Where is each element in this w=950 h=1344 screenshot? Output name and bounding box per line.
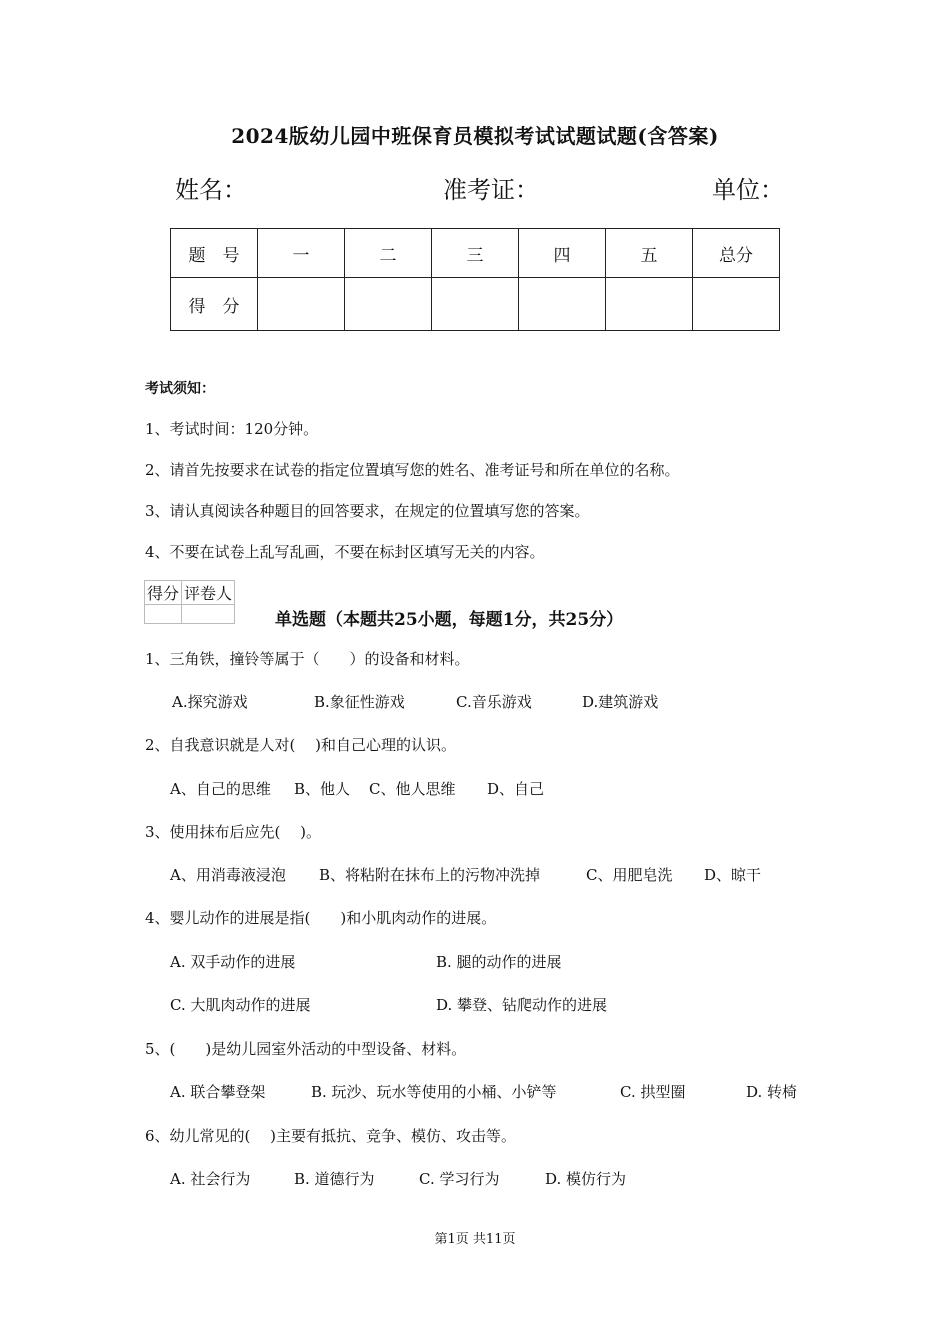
score-table-score-row	[171, 278, 780, 331]
question-option: D. 模仿行为	[545, 1170, 627, 1188]
question-option: B. 道德行为	[294, 1170, 375, 1188]
score-table-header-row	[171, 229, 780, 278]
question-option: B. 玩沙、玩水等使用的小桶、小铲等	[311, 1083, 557, 1101]
score-cell[interactable]	[432, 278, 519, 331]
question-option: A、用消毒液浸泡	[170, 866, 286, 884]
question-option: B.象征性游戏	[314, 693, 405, 711]
question-option: B、他人	[294, 780, 351, 798]
question-option: A、自己的思维	[170, 780, 271, 798]
question-option: B、将粘附在抹布上的污物冲洗掉	[319, 866, 541, 884]
question-stem: 2、自我意识就是人对( )和自己心理的认识。	[145, 736, 457, 754]
notice-item: 2、请首先按要求在试卷的指定位置填写您的姓名、准考证号和所在单位的名称。	[145, 461, 680, 479]
notice-item: 4、不要在试卷上乱写乱画，不要在标封区填写无关的内容。	[145, 543, 545, 561]
score-cell[interactable]	[606, 278, 693, 331]
question-option: D. 攀登、钻爬动作的进展	[436, 996, 608, 1014]
question-stem: 5、( )是幼儿园室外活动的中型设备、材料。	[145, 1040, 467, 1058]
score-cell[interactable]	[693, 278, 780, 331]
notice-item: 1、考试时间：120分钟。	[145, 420, 319, 438]
header-cell-1: 一	[258, 229, 345, 278]
exam-id-field-label: 准考证：	[443, 176, 539, 204]
question-stem: 1、三角铁，撞铃等属于（ ）的设备和材料。	[145, 650, 470, 668]
question-option: A. 双手动作的进展	[170, 953, 296, 971]
grader-score-cell[interactable]	[145, 605, 182, 624]
question-option: C、用肥皂洗	[586, 866, 673, 884]
score-cell[interactable]	[258, 278, 345, 331]
grader-score-label: 得分	[145, 581, 182, 605]
question-option: B. 腿的动作的进展	[436, 953, 562, 971]
question-stem: 6、幼儿常见的( )主要有抵抗、竞争、模仿、攻击等。	[145, 1127, 517, 1145]
notice-heading: 考试须知：	[145, 381, 215, 397]
question-stem: 3、使用抹布后应先( )。	[145, 823, 322, 841]
header-cell-total: 总分	[693, 229, 780, 278]
score-cell[interactable]	[519, 278, 606, 331]
header-cell-label: 题 号	[171, 229, 258, 278]
question-option: C、他人思维	[369, 780, 456, 798]
score-row-label: 得 分	[171, 278, 258, 331]
section-title: 单选题（本题共25小题，每题1分，共25分）	[275, 610, 624, 630]
page-footer: 第1页 共11页	[434, 1232, 516, 1247]
name-field-label: 姓名：	[175, 176, 247, 204]
question-option: A. 社会行为	[170, 1170, 251, 1188]
question-option: D.建筑游戏	[582, 693, 659, 711]
page-title: 2024版幼儿园中班保育员模拟考试试题试题(含答案)	[231, 124, 719, 148]
header-cell-5: 五	[606, 229, 693, 278]
question-option: D. 转椅	[746, 1083, 798, 1101]
question-option: C. 大肌肉动作的进展	[170, 996, 311, 1014]
unit-field-label: 单位：	[712, 176, 784, 204]
question-option: A.探究游戏	[172, 693, 248, 711]
score-cell[interactable]	[345, 278, 432, 331]
question-stem: 4、婴儿动作的进展是指( )和小肌肉动作的进展。	[145, 909, 497, 927]
grader-box	[144, 580, 235, 624]
question-option: C.音乐游戏	[456, 693, 532, 711]
notice-item: 3、请认真阅读各种题目的回答要求，在规定的位置填写您的答案。	[145, 502, 590, 520]
question-option: D、自己	[487, 780, 545, 798]
question-option: C. 拱型圈	[620, 1083, 686, 1101]
grader-reviewer-label: 评卷人	[182, 581, 235, 605]
score-table	[170, 228, 780, 331]
grader-reviewer-cell[interactable]	[182, 605, 235, 624]
header-cell-3: 三	[432, 229, 519, 278]
question-option: D、晾干	[704, 866, 762, 884]
question-option: C. 学习行为	[419, 1170, 500, 1188]
question-option: A. 联合攀登架	[170, 1083, 266, 1101]
header-cell-4: 四	[519, 229, 606, 278]
header-cell-2: 二	[345, 229, 432, 278]
